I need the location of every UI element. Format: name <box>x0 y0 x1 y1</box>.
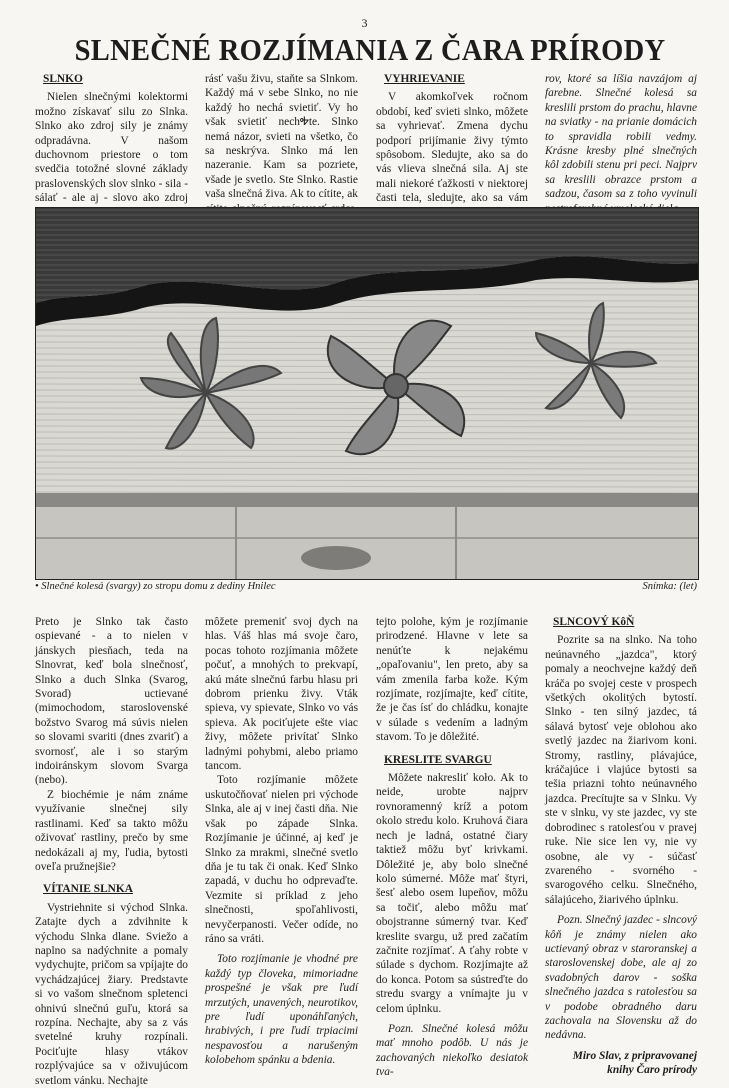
paragraph: Toto rozjímanie môžete uskutočňovať nielen pri východe Slnka, ale aj v inej časti dňa. Nie však po západe Slnka. Rozjímanie je účinné, aj keď je Slnko za mrakmi, slnečné svetlo dňa je tu tak či onak. Keď Slnko zapadá, v duchu ho odprevaďte. Vezmite si príklad z jeho slnečnosti, spoľahlivosti, nevyčerpanosti. Večer odíde, no ráno sa vráti. <box>205 774 358 945</box>
paragraph: rov, ktoré sa líšia navzájom aj farebne. Slnečné kolesá sa kreslili prstom do prachu, hlavne na sviatky - na prianie domácich to spravidla robili vedmy. Krásne kresby plné slnečných kôl zdobili stenu pri peci. Najprv sa kreslili obrazce prstom a sadzou, časom sa z toho vyvinuli <box>545 73 697 201</box>
paragraph: Preto je Slnko tak často ospievané - a to nielen v jánskych piesňach, teda na Slnovrat, keď bola slnečnosť, Slnko a duch Slnka (Svarog, Svorad) uctievané (mimochodom, staroslovenské božstvo Svarog má súvis nielen so slovami svariti (dnes zvariť) a svornosť, ale i so starým indoiránskym slovom Svarga (nebo). <box>35 616 188 787</box>
note: Pozn. Slnečné kolesá môžu mať mnoho podôb. U nás je zachovaných niekoľko desiatok tva- <box>376 1022 528 1079</box>
italic-note: Toto rozjímanie je vhodné pre každý typ človeka, mimoriadne prospešné je však pre ľudí mrzutých, unavených, neurotikov, pre ľudí uponáhľaných, hrabivých, i pre ľudí trpiacimi nespavosťou a narušeným kolobehom spánku a bdenia. <box>205 953 358 1067</box>
paragraph: tejto polohe, kým je rozjímanie prirodzené. Hlavne v lete sa nenúťte k nejakému „opaľovaniu", len preto, aby sa vám zmenila farba kože. Kým rozjímate, rozjímajte, keď cítite, že je čas ísť do chládku, konajte v súlade s vedením a ladným stavom. To je dôležité. <box>376 616 528 744</box>
paragraph: Môžete nakresliť koło. Ak to neide, urobte najprv rovnoramenný kríž a potom okolo stredu kolo. Kruhová čiara nech je ladná, ostatné čiary taktiež môžu byť krivkami. Dôležité je, aby bolo slnečné kolo súmerné. Môže mať štyri, šesť alebo osem lupeňov, môžu sa točiť, alebo môžu mať obojstranne súmerný tvar. Keď kreslite svargu, už pred začatím začnite rozjímať. A ťahy robte v súlade s dychom. Rozjímajte až do konca. Potom sa sústreďte do stredu svargy a vnímajte ju v celom úplnku. <box>376 772 528 1015</box>
section-heading-vyhrievanie: VYHRIEVANIE <box>384 73 465 85</box>
note: Pozn. Slnečný jazdec - slncový kôň je známy nielen ako uctievaný obraz v staroranskej a staroslovenskej dobe, ale aj zo svadobných darov - soška slnečného jazdca s ratolesťou sa v podobe obradného daru zachovala na Slovensku až do nedávna. <box>545 914 697 1042</box>
bottom-column-2 <box>205 615 358 1068</box>
carved-ceiling-image <box>36 208 698 579</box>
paragraph: Pozrite sa na slnko. Na toho neúnavného „jazdca", ktorý pomaly a neochvejne každý deň kráča po svojej ceste v prospech všetkých okolitých bytostí. Slnko - ten silný jazdec, tá sálavá bytosť veje oblohou ako svetlý jazdec na žiarivom koni. Stromy, rastliny, plávajúce, kráčajúce i vlajúce bytosti sa tešia priazni tohto neúnavného jazdca. Precítujte sa v Slnku. Vy ste v slnku, vy ste jazdec, vy ste dobrodinec s ratolesťou v pravej ruke. Nie sice len vy, nie vy osobne, ale vy - súčasť zvareného - svorného - svarogového celku. Slnečného, sálajúceho, žiarivého úplnku. <box>545 634 697 906</box>
page-title: SLNEČNÉ ROZJÍMANIA Z ČARA PRÍRODY <box>74 32 666 67</box>
bottom-column-3 <box>376 615 528 1080</box>
section-heading-slnko: SLNKO <box>43 73 83 85</box>
top-column-4 <box>545 72 697 216</box>
paragraph: môžete premeniť svoj dych na hlas. Váš hlas má svoje čaro, pocas tohoto rozjímania môžete počuť, a mnohých to prekvapí, akú máte slnečnú farbu hlasu pri dobrom prienku živy. Vták spieva, vy spievate, Slnko vo vás spieva. Ak pociťujete ešte viac živy, môžete privítať Slnko ladnými pohybmi, alebo priamo tancom. <box>205 616 358 773</box>
top-column-1 <box>35 72 188 220</box>
paragraph: V akomkoľvek ročnom období, keď svieti slnko, môžete sa vyhrievať. Zmena dychu podporí prijímanie živy týmto spôsobom. Sledujte, ako sa do vás vlieva slnečná sila. Aj ste mali niekoré ťažkosti v niektorej časti tela, sledujte, ako sa vám <box>376 91 528 205</box>
paragraph: Vystriehnite si východ Slnka. Zatajte dych a zdvihnite k východu Slnka dlane. Sviežo a naplno sa nadýchnite a pomaly vydychujte, pričom sa vpíjajte do vychádzajúcej žiary. Predstavte si vo vašom slnečnom spletenci ohnivú slnečnú guľu, ktorá sa rozpína. Nechajte, aby sa z vás svetelné kruhy rozpínali. Pociťujte hlasy vtákov rozplývajúce sa v oživujúcom svetlom vánku. Nechajte <box>35 901 188 1087</box>
photo-solar-wheels <box>35 207 699 580</box>
bottom-column-4 <box>545 615 697 1078</box>
photo-credit: Snímka: (let) <box>642 581 697 592</box>
bottom-column-1 <box>35 615 188 1088</box>
section-heading-vitanie-slnka: VÍTANIE SLNKA <box>43 883 133 896</box>
caption-text: • Slnečné kolesá (svargy) zo stropu domu z dediny Hnilec <box>35 581 276 592</box>
section-heading-slncovy-kon: SLNCOVÝ KôŇ <box>553 616 635 628</box>
section-heading-kreslite-svargu: KRESLITE SVARGU <box>384 753 492 766</box>
page-number: 3 <box>361 16 368 30</box>
author-signature: Miro Slav, z pripravovanej knihy Čaro prírody <box>572 1049 697 1077</box>
paragraph: rásť vašu živu, staňte sa Slnkom. Každý má v sebe Slnko, no nie každý ho nechá svietiť. Vy ho však svietiť nechᎭte. Slnko nemá názor, svieti na všetko, čo sa neskrýva. Slnko má len nazeranie. Kam sa pozriete, všade je svetlo. Ste Slnko. Rastie vaša slnečná živa. Ak to cítite, ak <box>205 73 358 201</box>
paragraph: Nielen slnečnými kolektormi možno získavať silu zo Slnka. Slnko ako zdroj sily je známy odpradávna. V našom duchovnom priestore o tom svedčia totožné slovné základy praslovenských slov slnko - sila - sálať - ale aj - slovo ako zdroj <box>35 91 188 205</box>
paragraph: Z biochémie je nám známe využívanie slnečnej sily rastlinami. Keď sa takto môžu oživovať rastliny, prečo by sme nedokázali aj my, ľudia, bytosti oveľa pružnejšie? <box>35 788 188 873</box>
